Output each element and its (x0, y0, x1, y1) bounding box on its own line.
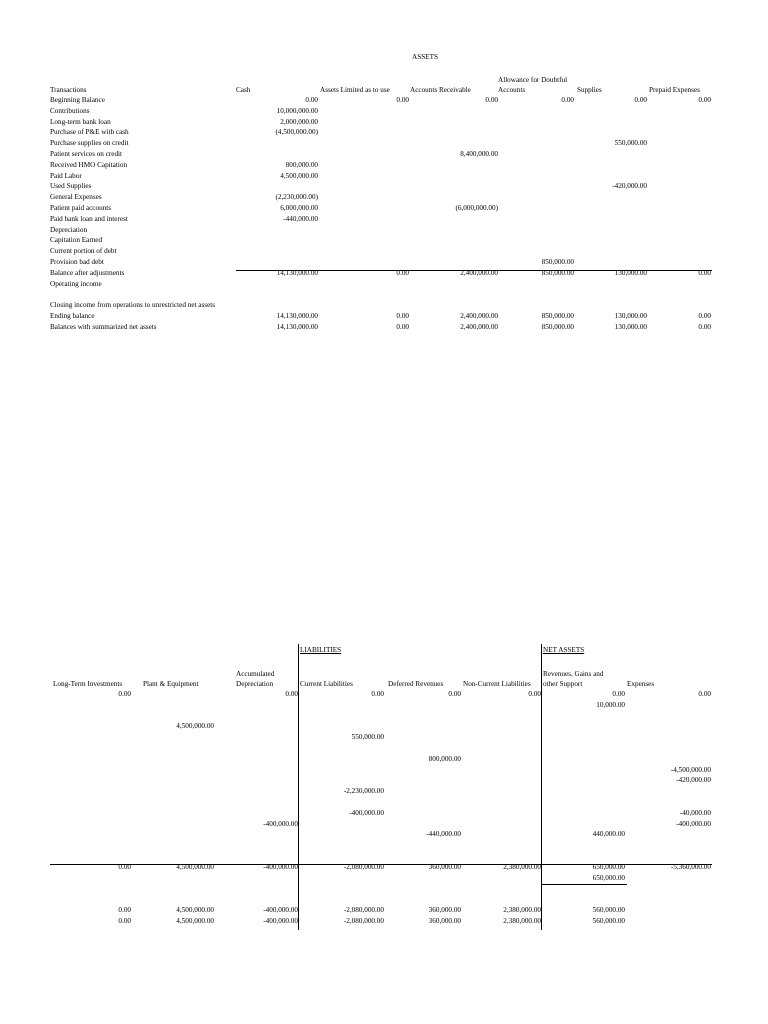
accumulated-depreciation-cell: -400,000.00 (263, 916, 298, 925)
current-liabilities-cell: -2,080,000.00 (343, 862, 384, 871)
current-liabilities-cell: -400,000.00 (349, 808, 384, 817)
prepaid-cell: 0.00 (698, 96, 711, 104)
cash-cell: 2,000,000.00 (280, 117, 318, 126)
header-rev-line2: other Support (543, 680, 583, 688)
cash-cell: (4,500,000.00) (275, 128, 318, 137)
revenues-cell: 440,000.00 (592, 830, 625, 839)
plant-equipment-cell: 4,500,000.00 (176, 916, 214, 925)
accumulated-depreciation-cell: -400,000.00 (263, 862, 298, 871)
assets-row-label: Patient paid accounts (50, 204, 112, 212)
deferred-revenues-cell: 360,000.00 (428, 862, 461, 871)
header-prepaid: Prepaid Expenses (649, 86, 700, 94)
plant-equipment-cell: 4,500,000.00 (176, 862, 214, 871)
net-assets-subtotal-rule (541, 884, 627, 885)
header-pe: Plant & Equipment (143, 680, 199, 688)
noncurrent-liabilities-cell: 2,380,000.00 (503, 916, 541, 925)
assets-row-label: Used Supplies (50, 182, 92, 191)
assets-row-label: Paid bank loan and interest (50, 214, 128, 223)
cash-cell: 4,500,000.00 (280, 171, 318, 180)
current-liabilities-cell: 550,000.00 (351, 733, 384, 742)
revenues-cell: 650,000.00 (592, 862, 625, 871)
header-deferred-revenues: Deferred Revenues (388, 680, 444, 688)
header-accdep-line1: Accumulated (236, 670, 275, 678)
current-liabilities-cell: 0.00 (371, 690, 384, 698)
ar-cell: 2,400,000.00 (460, 322, 498, 331)
revenues-cell: 10,000.00 (596, 700, 625, 709)
assets-row-label: Ending balance (50, 312, 95, 320)
assets-row-label: Purchase of P&E with cash (50, 128, 129, 137)
expenses-cell: -400,000.00 (676, 819, 711, 828)
plant-equipment-cell: 4,500,000.00 (176, 722, 214, 731)
header-allowance-line2: Accounts (498, 86, 526, 94)
header-rev-line1: Revenues, Gains and (543, 670, 604, 678)
cash-cell: 14,130,000.00 (276, 322, 318, 331)
cash-cell: (2,230,000.00) (275, 193, 318, 202)
allowance-cell: 850,000.00 (541, 312, 574, 320)
allowance-cell: 850,000.00 (541, 268, 574, 277)
long-term-investments-cell: 0.00 (118, 690, 131, 698)
current-liabilities-cell: -2,080,000.00 (343, 916, 384, 925)
ar-cell: 8,400,000.00 (460, 150, 498, 158)
assets-row-label: General Expenses (50, 193, 102, 202)
expenses-cell: -4,500,000.00 (670, 765, 711, 774)
deferred-revenues-cell: 0.00 (448, 690, 461, 698)
prepaid-cell: 0.00 (698, 322, 711, 331)
cash-cell: -440,000.00 (283, 214, 318, 223)
assets-row-label: Balance after adjustments (50, 268, 125, 277)
ar-cell: 0.00 (485, 96, 498, 104)
alu-cell: 0.00 (396, 312, 409, 320)
header-transactions: Transactions (50, 86, 87, 94)
revenues-cell: 0.00 (612, 690, 625, 698)
allowance-header-line1: Allowance for Doubtful (498, 76, 568, 84)
header-expenses: Expenses (627, 680, 655, 688)
assets-row-label: Purchase supplies on credit (50, 139, 129, 148)
assets-row-label: Provision bad debt (50, 258, 104, 266)
cash-cell: 14,130,000.00 (276, 312, 318, 320)
noncurrent-liabilities-cell: 2,380,000.00 (503, 862, 541, 871)
supplies-cell: 0.00 (634, 96, 647, 104)
current-liabilities-cell: -2,080,000.00 (343, 906, 384, 914)
noncurrent-liabilities-cell: 0.00 (528, 690, 541, 698)
header-current-liabilities: Current Liabilities (300, 680, 353, 688)
deferred-revenues-cell: 360,000.00 (428, 906, 461, 914)
assets-row-label: Operating income (50, 279, 102, 288)
supplies-cell: 130,000.00 (614, 322, 647, 331)
alu-cell: 0.00 (396, 322, 409, 331)
revenues-cell: 560,000.00 (592, 906, 625, 914)
long-term-investments-cell: 0.00 (118, 862, 131, 871)
prepaid-cell: 0.00 (698, 268, 711, 277)
allowance-cell: 850,000.00 (541, 322, 574, 331)
allowance-cell: 0.00 (561, 96, 574, 104)
liabilities-title: LIABILITIES (300, 646, 342, 654)
assets-row-label: Current portion of debt (50, 247, 117, 256)
expenses-cell: -420,000.00 (676, 776, 711, 785)
allowance-cell: 850,000.00 (541, 258, 574, 266)
accumulated-depreciation-cell: 0.00 (285, 690, 298, 698)
expenses-cell: 0.00 (698, 690, 711, 698)
header-lti: Long-Term Investments (53, 680, 123, 688)
ar-cell: 2,400,000.00 (460, 312, 498, 320)
long-term-investments-cell: 0.00 (118, 906, 131, 914)
assets-row-label: Long-term bank loan (50, 117, 111, 126)
assets-title: ASSETS (412, 53, 438, 61)
revenues-cell: 650,000.00 (592, 873, 625, 882)
long-term-investments-cell: 0.00 (118, 916, 131, 925)
header-supplies: Supplies (577, 86, 602, 94)
header-accdep-line2: Depreciation (236, 680, 274, 688)
alu-cell: 0.00 (396, 96, 409, 104)
assets-row-label: Depreciation (50, 225, 88, 234)
noncurrent-liabilities-cell: 2,380,000.00 (503, 906, 541, 914)
assets-row-label: Capitation Earned (50, 236, 103, 245)
assets-row-label: Contributions (50, 106, 90, 115)
assets-row-label: Balances with summarized net assets (50, 322, 157, 331)
assets-balance-rule (236, 270, 712, 271)
assets-row-label: Paid Labor (50, 171, 82, 180)
accumulated-depreciation-cell: -400,000.00 (263, 906, 298, 914)
header-accounts-receivable: Accounts Receivable (410, 86, 471, 94)
net-assets-title: NET ASSETS (543, 646, 585, 654)
supplies-cell: -420,000.00 (612, 182, 647, 191)
deferred-revenues-cell: -440,000.00 (426, 830, 461, 839)
cash-cell: 14,130,000.00 (276, 268, 318, 277)
current-liabilities-cell: -2,230,000.00 (343, 787, 384, 796)
cash-cell: 800,000.00 (285, 160, 318, 169)
assets-row-label: Patient services on credit (50, 150, 123, 158)
accumulated-depreciation-cell: -400,000.00 (263, 819, 298, 828)
expenses-cell: -5,360,000.00 (670, 862, 711, 871)
assets-row-label: Closing income from operations to unrestricted net assets (50, 301, 216, 310)
alu-cell: 0.00 (396, 268, 409, 277)
cash-cell: 10,000,000.00 (276, 106, 318, 115)
header-noncurrent-liabilities: Non-Current Liabilities (463, 680, 531, 688)
prepaid-cell: 0.00 (698, 312, 711, 320)
cash-cell: 0.00 (305, 96, 318, 104)
assets-row-label: Beginning Balance (50, 96, 105, 104)
cash-cell: 6,000,000.00 (280, 204, 318, 212)
supplies-cell: 130,000.00 (614, 268, 647, 277)
deferred-revenues-cell: 800,000.00 (428, 754, 461, 763)
net-assets-divider (541, 644, 542, 930)
header-assets-limited: Assets Limited as to use (320, 86, 390, 94)
ar-cell: 2,400,000.00 (460, 268, 498, 277)
header-cash: Cash (236, 86, 251, 94)
supplies-cell: 550,000.00 (614, 139, 647, 148)
plant-equipment-cell: 4,500,000.00 (176, 906, 214, 914)
expenses-cell: -40,000.00 (679, 808, 711, 817)
deferred-revenues-cell: 360,000.00 (428, 916, 461, 925)
liabilities-divider (298, 644, 299, 930)
ar-cell: (6,000,000.00) (455, 204, 498, 212)
supplies-cell: 130,000.00 (614, 312, 647, 320)
lower-balance-rule (50, 864, 712, 865)
assets-row-label: Received HMO Capitation (50, 160, 128, 169)
revenues-cell: 560,000.00 (592, 916, 625, 925)
